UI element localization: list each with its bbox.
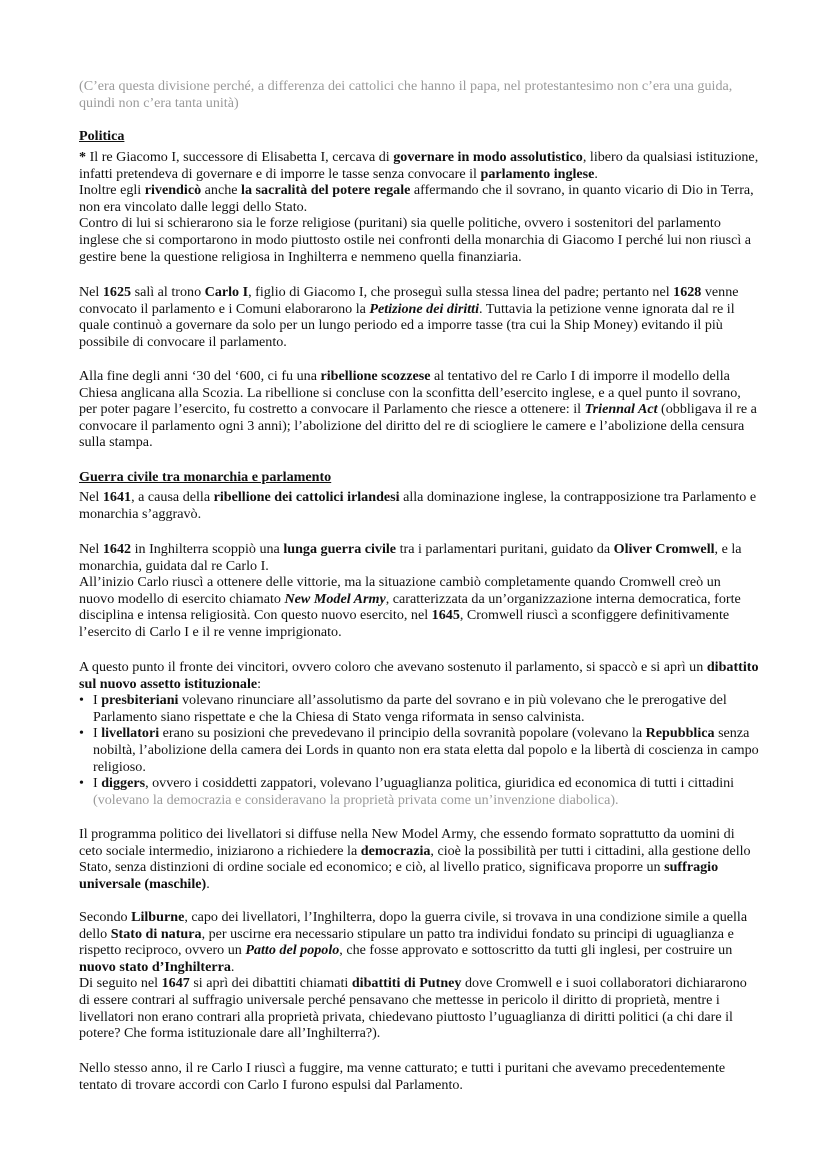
list-item-diggers: • I diggers, ovvero i cosiddetti zappatori, volevano l’uguaglianza politica, giuridica ed economica di tutti i cittadini (volevano la democrazia e consideravano la proprietà privata come un’invenzione diabolica).: [79, 775, 735, 808]
section-heading-guerra-civile: Guerra civile tra monarchia e parlamento: [79, 469, 332, 485]
paragraph-ribellione-scozzese: Alla fine degli anni ‘30 del ‘600, ci fu una ribellione scozzese al tentativo del re Carlo I di imporre il modello della Chiesa anglicana alla Scozia. La ribellione si concluse con la sconfitta dell’esercito inglese, e a quel punto il sovrano, per poter pagare l’esercito, fu costretto a convocare il Parlamento che riesce a ottenere: il Triennal Act (obbligava il re a convocare il parlamento ogni 3 anni); l’abolizione del diritto del re di sciogliere le camere e l’abolizione della censura sulla stampa.: [79, 368, 757, 451]
asterisk-marker: *: [79, 149, 87, 165]
factions-list: [79, 692, 759, 808]
paragraph-lilburne: Secondo Lilburne, capo dei livellatori, l’Inghilterra, dopo la guerra civile, si trovava in una condizione simile a quella dello Stato di natura, per uscirne era necessario stipulare un patto tra individui fondato su principi di uguaglianza e rispetto reciproco, ovvero un Patto del popolo, che fosse approvato e sottoscritto da tutti gli inglesi, per costruire un nuovo stato d’Inghilterra. Di seguito nel 1647 si aprì dei dibattiti chiamati dibattiti di Putney dove Cromwell e i suoi collaboratori dichiararono di essere contrari al suffragio universale perché pensavano che mettesse in pericolo il diritto di proprietà, mentre i livellatori non erano contrari alla proprietà privata, chiedevano piuttosto l’uguaglianza di diritti politici (a chi dare il potere? Che forma istituzionale dare all’Inghilterra?).: [79, 909, 748, 1042]
list-item-presbiteriani: • I presbiteriani volevano rinunciare all’assolutismo da parte del sovrano e in più volevano che le prerogative del Parlamento siano rispettate e che la Chiesa di Stato venga riformata in senso calvinista.: [79, 692, 727, 725]
paragraph-carlo-i: Nel 1625 salì al trono Carlo I, figlio di Giacomo I, che proseguì sulla stessa linea del padre; pertanto nel 1628 venne convocato il parlamento e i Comuni elaborarono la Petizione dei diritti. Tuttavia la petizione venne ignorata dal re il quale continuò a governare da solo per un lungo periodo ed a imporre tasse (tra cui la Ship Money) evitando il più possibile di convocare il parlamento.: [79, 284, 739, 350]
paragraph-1642: Nel 1642 in Inghilterra scoppiò una lunga guerra civile tra i parlamentari puritani, guidato da Oliver Cromwell, e la monarchia, guidata dal re Carlo I. All’inizio Carlo riuscì a ottenere delle vittorie, ma la situazione cambiò completamente quando Cromwell creò un nuovo modello di esercito chiamato New Model Army, caratterizzata da un’organizzazione interna democratica, forte disciplina e intensa religiosità. Con questo nuovo esercito, nel 1645, Cromwell riuscì a sconfiggere definitivamente l’esercito di Carlo I e il re venne imprigionato.: [79, 541, 742, 640]
bullet-marker: •: [79, 725, 84, 742]
bullet-marker: •: [79, 775, 84, 792]
paragraph-giacomo: * Il re Giacomo I, successore di Elisabetta I, cercava di governare in modo assolutistico, libero da qualsiasi istituzione, infatti pretendeva di governare e di imporre le tasse senza convocare il parlamento inglese. Inoltre egli rivendicò anche la sacralità del potere regale affermando che il sovrano, in quanto vicario di Dio in Terra, non era vincolato dalle leggi dello Stato. Contro di lui si schierarono sia le forze religiose (puritani) sia quelle politiche, ovvero i sostenitori del parlamento inglese che si comportarono in modo piuttosto ostile nei confronti della monarchia di Giacomo I perché lui non riuscì a gestire bene la questione religiosa in Inghilterra e nemmeno quella finanziaria.: [79, 149, 759, 265]
paragraph-1641: Nel 1641, a causa della ribellione dei cattolici irlandesi alla dominazione inglese, la contrapposizione tra Parlamento e monarchia s’aggravò.: [79, 489, 757, 522]
paragraph-dibattito: [79, 659, 759, 808]
paragraph-fuga-carlo: Nello stesso anno, il re Carlo I riuscì a fuggire, ma venne catturato; e tutti i puritani che avevamo precedentemente tentato di trovare accordi con Carlo I furono espulsi dal Parlamento.: [79, 1060, 726, 1093]
section-heading-politica: Politica: [79, 128, 125, 144]
bullet-marker: •: [79, 692, 84, 709]
intro-note: (C’era questa divisione perché, a differenza dei cattolici che hanno il papa, nel protestantesimo non c’era una guida, quindi non c’era tanta unità): [79, 78, 733, 111]
dibattito-intro: A questo punto il fronte dei vincitori, ovvero coloro che avevano sostenuto il parlamento, si spaccò e si aprì un dibattito sul nuovo assetto istituzionale:: [79, 659, 759, 692]
list-item-livellatori: • I livellatori erano su posizioni che prevedevano il principio della sovranità popolare (volevano la Repubblica senza nobiltà, l’abolizione della camera dei Lords in quanto non era stata eletta dal popolo e la libertà di coscienza in campo religioso.: [79, 725, 759, 775]
paragraph-programma-livellatori: Il programma politico dei livellatori si diffuse nella New Model Army, che essendo formato soprattutto da uomini di ceto sociale intermedio, iniziarono a richiedere la democrazia, cioè la possibilità per tutti i cittadini, alla gestione dello Stato, senza distinzioni di ordine sociale ed economico; e ciò, al livello pratico, significava proporre un suffragio universale (maschile).: [79, 826, 751, 892]
